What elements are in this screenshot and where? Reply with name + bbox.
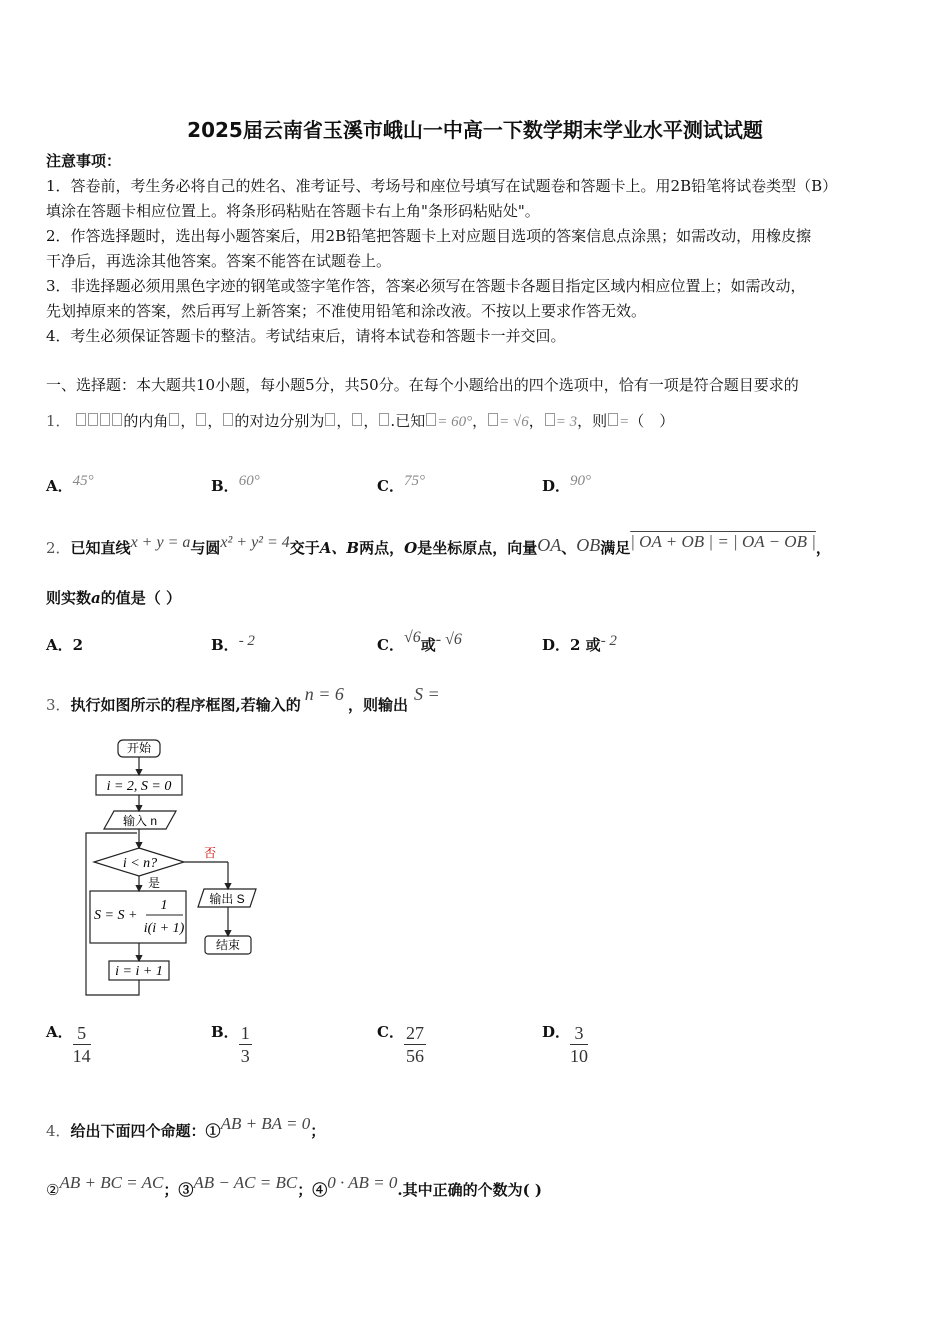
q2-option-c: C．√6或- √6: [377, 629, 462, 654]
notice-line: 1．答卷前，考生务必将自己的姓名、准考证号、考场号和座位号填写在试题卷和答题卡上。用2B铅笔将试卷类型（B）: [46, 177, 838, 195]
q2-text: 已知直线: [70, 539, 131, 557]
flow-cond-text: i < n?: [122, 856, 158, 871]
q4-text: ；: [310, 1122, 326, 1140]
placeholder-box: [488, 413, 498, 426]
q2-text: 、: [561, 539, 577, 557]
q2-math: x + y = a: [130, 534, 191, 551]
question-number: 3．: [46, 696, 71, 714]
q3-math: S =: [413, 684, 440, 704]
flow-no-text: 否: [204, 846, 217, 860]
flow-yes-text: 是: [148, 876, 161, 890]
q2-text: 与圆: [190, 539, 221, 557]
placeholder-box: [608, 413, 618, 426]
placeholder-box: [379, 413, 389, 426]
flow-incr-text: i = i + 1: [115, 964, 163, 979]
placeholder-box: [426, 413, 436, 426]
notice-heading: 注意事项：: [46, 152, 122, 170]
placeholder-box: [112, 413, 122, 426]
q1-option-c: C．75°: [377, 473, 425, 495]
q4-text: 给出下面四个命题：①: [70, 1122, 221, 1140]
q2-math: x² + y² = 4: [220, 534, 290, 551]
q2-math: OA: [537, 535, 562, 555]
q1-math: = 60°: [437, 414, 473, 430]
placeholder-box: [100, 413, 110, 426]
flow-body-num: 1: [160, 898, 168, 913]
notice-line: 先划掉原来的答案，然后再写上新答案；不准使用铅笔和涂改液。不按以上要求作答无效。: [46, 302, 647, 320]
q2-text: 满足: [600, 539, 631, 557]
notice-line: 3．非选择题必须用黑色字迹的钢笔或签字笔作答，答案必须写在答题卡各题目指定区域内相应位置上；如需改动，: [46, 277, 806, 295]
q2-text: 是坐标原点，向量: [417, 539, 538, 557]
notice-line: 填涂在答题卡相应位置上。将条形码粘贴在答题卡右上角"条形码粘贴处"。: [46, 202, 540, 220]
notice-line: 2．作答选择题时，选出每小题答案后，用2B铅笔把答题卡上对应题目选项的答案信息点涂黑；如需改动，用橡皮擦: [46, 227, 812, 245]
placeholder-box: [196, 413, 206, 426]
question-number: 2．: [46, 539, 71, 557]
notice-line: 干净后，再选涂其他答案。答案不能答在试题卷上。: [46, 252, 392, 270]
flow-end-text: 结束: [215, 938, 241, 952]
q2-option-b: B．- 2: [211, 633, 255, 654]
q1-option-a: A．45°: [46, 473, 94, 495]
q4-text: ②: [46, 1181, 60, 1199]
q2-option-a: A．2: [46, 636, 84, 654]
flow-body-text: S = S +: [94, 908, 138, 923]
placeholder-box: [169, 413, 179, 426]
q2-text: A、B: [319, 539, 360, 557]
placeholder-box: [325, 413, 335, 426]
q1-math: = √6: [499, 414, 529, 430]
q2-text: 交于: [289, 539, 320, 557]
page-title: 2025届云南省玉溪市峨山一中高一下数学期末学业水平测试试题: [187, 118, 763, 142]
question-4-line2: [46, 1173, 543, 1203]
q4-math: AB + BC = AC: [59, 1173, 164, 1192]
q3-math: n = 6: [304, 684, 344, 704]
q2-text: ，: [815, 539, 831, 557]
question-4: [46, 1114, 326, 1144]
flow-body-den: i(i + 1): [143, 921, 185, 936]
flowchart-lines: [80, 735, 280, 1000]
placeholder-box: [88, 413, 98, 426]
q1-text: 的对边分别为: [234, 412, 325, 430]
q1-option-b: B．60°: [211, 473, 260, 495]
q3-option-c: C． $\frac{27}{56}$: [377, 1022, 424, 1066]
q2-line2: 则实数a的值是（ ）: [46, 589, 181, 607]
q1-text: 的内角: [123, 412, 169, 430]
q2-text: O: [404, 539, 418, 557]
section-heading: 一、选择题：本大题共10小题，每小题5分，共50分。在每个小题给出的四个选项中，恰有一项是符合题目要求的: [46, 376, 799, 394]
question-2: [46, 532, 831, 561]
q2-math: OB: [576, 535, 601, 555]
question-1: 1． 的内角 ， ， 的对边分别为 ， ， .已知 = 60°， = √6， = 3，则 =（ ）: [46, 412, 675, 430]
notice-line: 4．考生必须保证答题卡的整洁。考试结束后，请将本试卷和答题卡一并交回。: [46, 327, 566, 345]
q3-text: ，则输出: [347, 696, 408, 714]
q2-option-d: D．2 或- 2: [542, 633, 617, 654]
q4-math: AB − AC = BC: [193, 1173, 298, 1192]
flow-input-text: 输入 n: [122, 814, 158, 828]
question-number: 4．: [46, 1122, 71, 1140]
q4-text: .其中正确的个数为( ): [397, 1181, 543, 1199]
flow-init-text: i = 2, S = 0: [106, 779, 172, 794]
q3-text: 执行如图所示的程序框图,若输入的: [70, 696, 301, 714]
q1-math: = 3: [555, 414, 578, 430]
flowchart: [80, 735, 280, 1004]
placeholder-box: [545, 413, 555, 426]
q2-math: | OA + OB | = | OA − OB |: [630, 532, 816, 551]
flow-output-text: 输出 S: [209, 892, 245, 906]
q2-text: 两点，: [359, 539, 405, 557]
placeholder-box: [352, 413, 362, 426]
q4-math: 0 · AB = 0: [327, 1173, 398, 1192]
flow-start-text: 开始: [126, 741, 152, 755]
q1-math: =: [619, 414, 630, 430]
q1-text: （ ）: [629, 412, 675, 430]
q3-option-d: D． $\frac{3}{10}$: [542, 1022, 589, 1066]
q3-option-b: B． $\frac{1}{3}$: [211, 1022, 250, 1066]
q4-math: AB + BA = 0: [220, 1114, 311, 1133]
q1-option-d: D．90°: [542, 473, 592, 495]
placeholder-box: [223, 413, 233, 426]
q4-text: ；④: [297, 1181, 328, 1199]
question-3: [46, 684, 440, 718]
q3-option-a: A． $\frac{5}{14}$: [46, 1022, 91, 1066]
placeholder-box: [76, 413, 86, 426]
q1-text: .已知: [390, 412, 426, 430]
q1-text: ，则: [577, 412, 608, 430]
q4-text: ；③: [163, 1181, 194, 1199]
question-number: 1．: [46, 412, 71, 430]
